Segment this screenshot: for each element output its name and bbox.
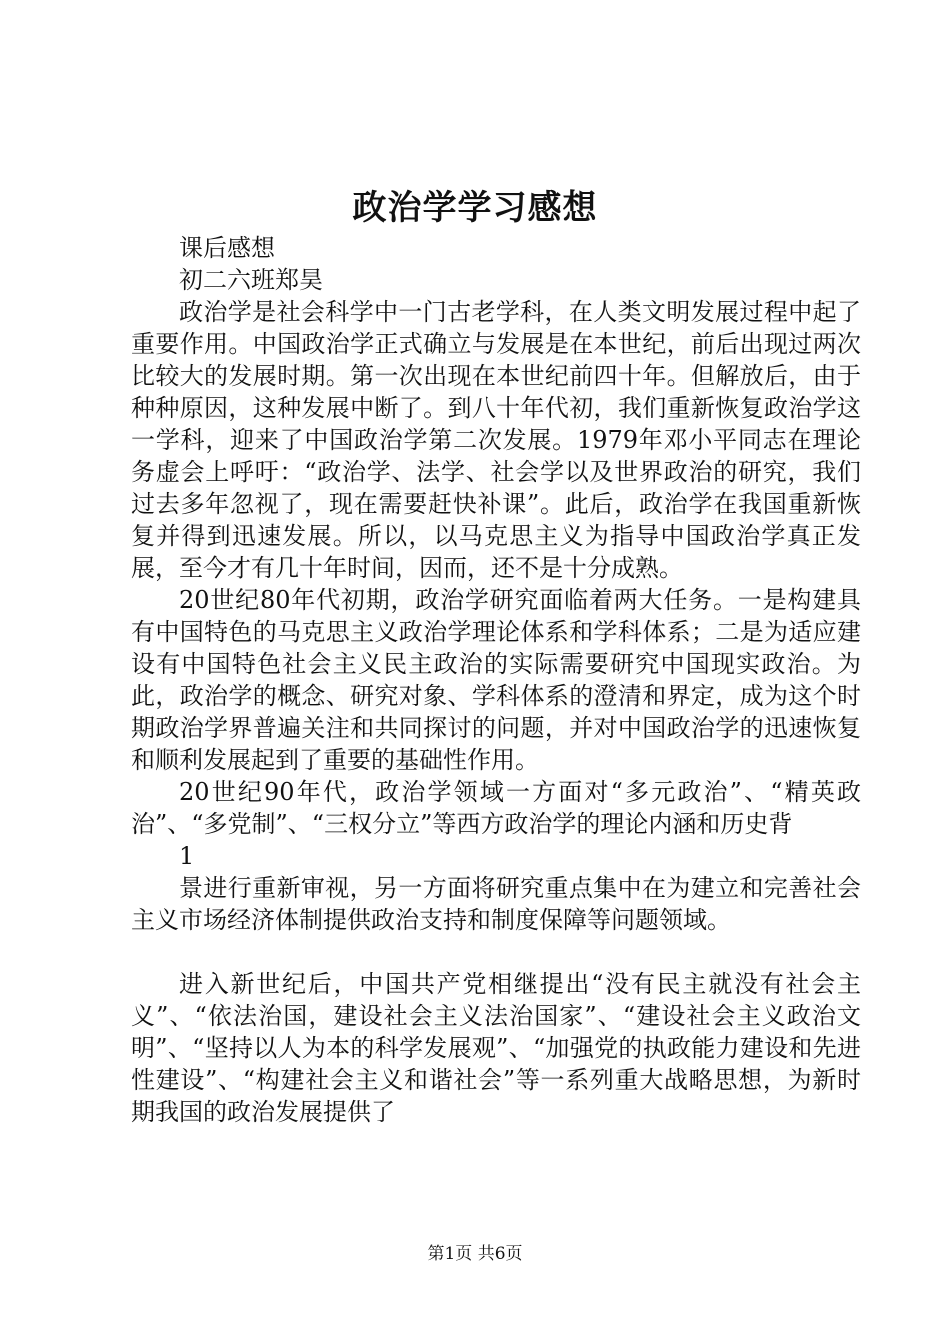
paragraph: 20世纪80年代初期，政治学研究面临着两大任务。一是构建具有中国特色的马克思主义政治学理论体系和学科体系；二是为适应建设有中国特色社会主义民主政治的实际需要研究中国现实政治。为此，政治学的概念、研究对象、学科体系的澄清和界定，成为这个时期政治学界普遍关注和共同探讨的问题，并对中国政治学的迅速恢复和顺利发展起到了重要的基础性作用。 [131,586,861,774]
paragraph-spacer [131,936,861,968]
paragraph: 景进行重新审视，另一方面将研究重点集中在为建立和完善社会主义市场经济体制提供政治支持和制度保障等问题领域。 [131,874,861,934]
paragraph: 进入新世纪后，中国共产党相继提出“没有民主就没有社会主义”、“依法治国，建设社会主义法治国家”、“建设社会主义政治文明”、“坚持以人为本的科学发展观”、“加强党的执政能力建设和先进性建设”、“构建社会主义和谐社会”等一系列重大战略思想，为新时期我国的政治发展提供了 [131,970,861,1126]
page-footer: 第1页 共6页 [427,1244,523,1264]
document-body [131,232,861,1128]
page-marker: 1 [179,842,195,870]
document-title: 政治学学习感想 [352,188,598,228]
paragraph: 20世纪90年代，政治学领域一方面对“多元政治”、“精英政治”、“多党制”、“三权分立”等西方政治学的理论内涵和历史背 [131,778,861,838]
subtitle-line: 课后感想 [179,234,275,262]
paragraph: 政治学是社会科学中一门古老学科，在人类文明发展过程中起了重要作用。中国政治学正式确立与发展是在本世纪，前后出现过两次比较大的发展时期。第一次出现在本世纪前四十年。但解放后，由于种种原因，这种发展中断了。到八十年代初，我们重新恢复政治学这一学科，迎来了中国政治学第二次发展。1979年邓小平同志在理论务虚会上呼吁：“政治学、法学、社会学以及世界政治的研究，我们过去多年忽视了，现在需要赶快补课”。此后，政治学在我国重新恢复并得到迅速发展。所以，以马克思主义为指导中国政治学真正发展，至今才有几十年时间，因而，还不是十分成熟。 [131,298,861,582]
author-line: 初二六班郑昊 [179,266,323,294]
